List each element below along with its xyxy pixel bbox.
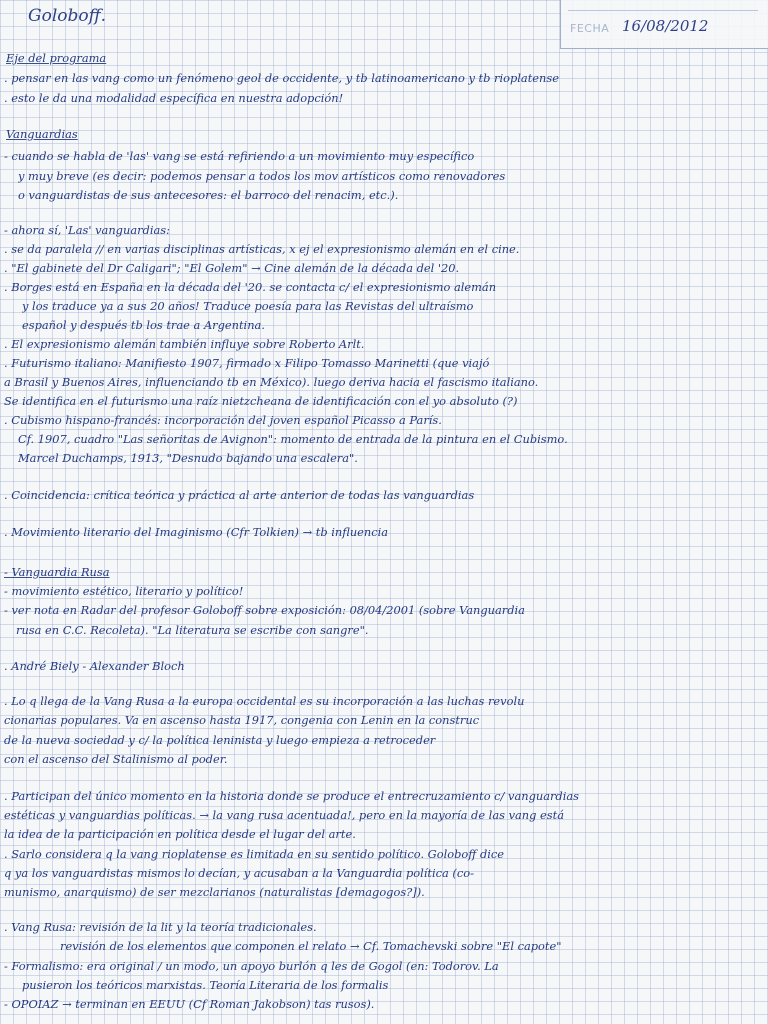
text-line: . esto le da una modalidad específica en nuestra adopción! bbox=[4, 92, 344, 105]
text-line: . Sarlo considera q la vang rioplatense es limitada en su sentido político. Goloboff dice bbox=[4, 848, 505, 861]
fecha-value: 16/08/2012 bbox=[622, 17, 709, 35]
text-line: revisión de los elementos que componen el relato → Cf. Tomachevski sobre "El capote" bbox=[60, 940, 562, 953]
text-line: munismo, anarquismo) de ser mezclarianos (naturalistas [demagogos?]). bbox=[4, 886, 425, 899]
text-line: - ver nota en Radar del profesor Goloboff sobre exposición: 08/04/2001 (sobre Vanguardia bbox=[4, 604, 525, 617]
text-line: q ya los vanguardistas mismos lo decían, y acusaban a la Vanguardia política (co- bbox=[4, 867, 474, 880]
text-line: cionarias populares. Va en ascenso hasta 1917, congenia con Lenin en la construc bbox=[4, 714, 480, 727]
text-line: . Vang Rusa: revisión de la lit y la teoría tradicionales. bbox=[4, 921, 317, 934]
section-heading-vanguardias: Vanguardias bbox=[6, 128, 78, 141]
text-line: - OPOIAZ → terminan en EEUU (Cf Roman Jakobson) tas rusos). bbox=[4, 998, 375, 1011]
text-line: . Coincidencia: crítica teórica y práctica al arte anterior de todas las vanguardias bbox=[4, 489, 475, 502]
author-name: Goloboff. bbox=[28, 6, 107, 26]
text-line: . Borges está en España en la década del '20. se contacta c/ el expresionismo alemán bbox=[4, 281, 497, 294]
text-line: y los traduce ya a sus 20 años! Traduce poesía para las Revistas del ultraísmo bbox=[22, 300, 474, 313]
text-line: español y después tb los trae a Argentina. bbox=[22, 319, 265, 332]
text-line: . "El gabinete del Dr Caligari"; "El Golem" → Cine alemán de la década del '20. bbox=[4, 262, 460, 275]
text-line: . El expresionismo alemán también influye sobre Roberto Arlt. bbox=[4, 338, 365, 351]
text-line: o vanguardistas de sus antecesores: el barroco del renacim, etc.). bbox=[18, 189, 399, 202]
text-line: Se identifica en el futurismo una raíz nietzcheana de identificación con el yo absoluto (?) bbox=[4, 395, 518, 408]
text-line: . Cubismo hispano-francés: incorporación del joven español Picasso a París. bbox=[4, 414, 442, 427]
text-line: - cuando se habla de 'las' vang se está refiriendo a un movimiento muy específico bbox=[4, 150, 475, 163]
text-line: con el ascenso del Stalinismo al poder. bbox=[4, 753, 228, 766]
text-line: . Movimiento literario del Imaginismo (Cfr Tolkien) → tb influencia bbox=[4, 526, 389, 539]
text-line: rusa en C.C. Recoleta). "La literatura se escribe con sangre". bbox=[16, 624, 369, 637]
text-line: - Formalismo: era original / un modo, un apoyo burlón q les de Gogol (en: Todorov. La bbox=[4, 960, 499, 973]
text-line: . Participan del único momento en la historia donde se produce el entrecruzamiento c/ vanguardias bbox=[4, 790, 580, 803]
text-line: de la nueva sociedad y c/ la política leninista y luego empieza a retroceder bbox=[4, 734, 436, 747]
text-line: - movimiento estético, literario y político! bbox=[4, 585, 244, 598]
text-line: . pensar en las vang como un fenómeno geol de occidente, y tb latinoamericano y tb rioplatense bbox=[4, 72, 559, 85]
text-line: . Lo q llega de la Vang Rusa a la europa occidental es su incorporación a las luchas revolu bbox=[4, 695, 525, 708]
text-line: Marcel Duchamps, 1913, "Desnudo bajando una escalera". bbox=[18, 452, 358, 465]
text-line: a Brasil y Buenos Aires, influenciando tb en México). luego deriva hacia el fascismo italiano. bbox=[4, 376, 539, 389]
section-heading-vanguardia-rusa: - Vanguardia Rusa bbox=[4, 566, 110, 579]
section-heading-eje: Eje del programa bbox=[6, 52, 107, 65]
text-line: la idea de la participación en política desde el lugar del arte. bbox=[4, 828, 356, 841]
text-line: Cf. 1907, cuadro "Las señoritas de Avignon": momento de entrada de la pintura en el Cubismo. bbox=[18, 433, 568, 446]
text-line: . se da paralela // en varias disciplinas artísticas, x ej el expresionismo alemán en el cine. bbox=[4, 243, 520, 256]
fecha-label: FECHA bbox=[570, 22, 610, 35]
text-line: - ahora sí, 'Las' vanguardias: bbox=[4, 224, 170, 237]
text-line: estéticas y vanguardias políticas. → la vang rusa acentuada!, pero en la mayoría de las vang está bbox=[4, 809, 565, 822]
text-line: . André Biely - Alexander Bloch bbox=[4, 660, 185, 673]
text-line: pusieron los teóricos marxistas. Teoría Literaria de los formalis bbox=[22, 979, 389, 992]
text-line: . Futurismo italiano: Manifiesto 1907, firmado x Filipo Tomasso Marinetti (que viajó bbox=[4, 357, 490, 370]
text-line: y muy breve (es decir: podemos pensar a todos los mov artísticos como renovadores bbox=[18, 170, 506, 183]
nro-field-line bbox=[568, 0, 758, 11]
